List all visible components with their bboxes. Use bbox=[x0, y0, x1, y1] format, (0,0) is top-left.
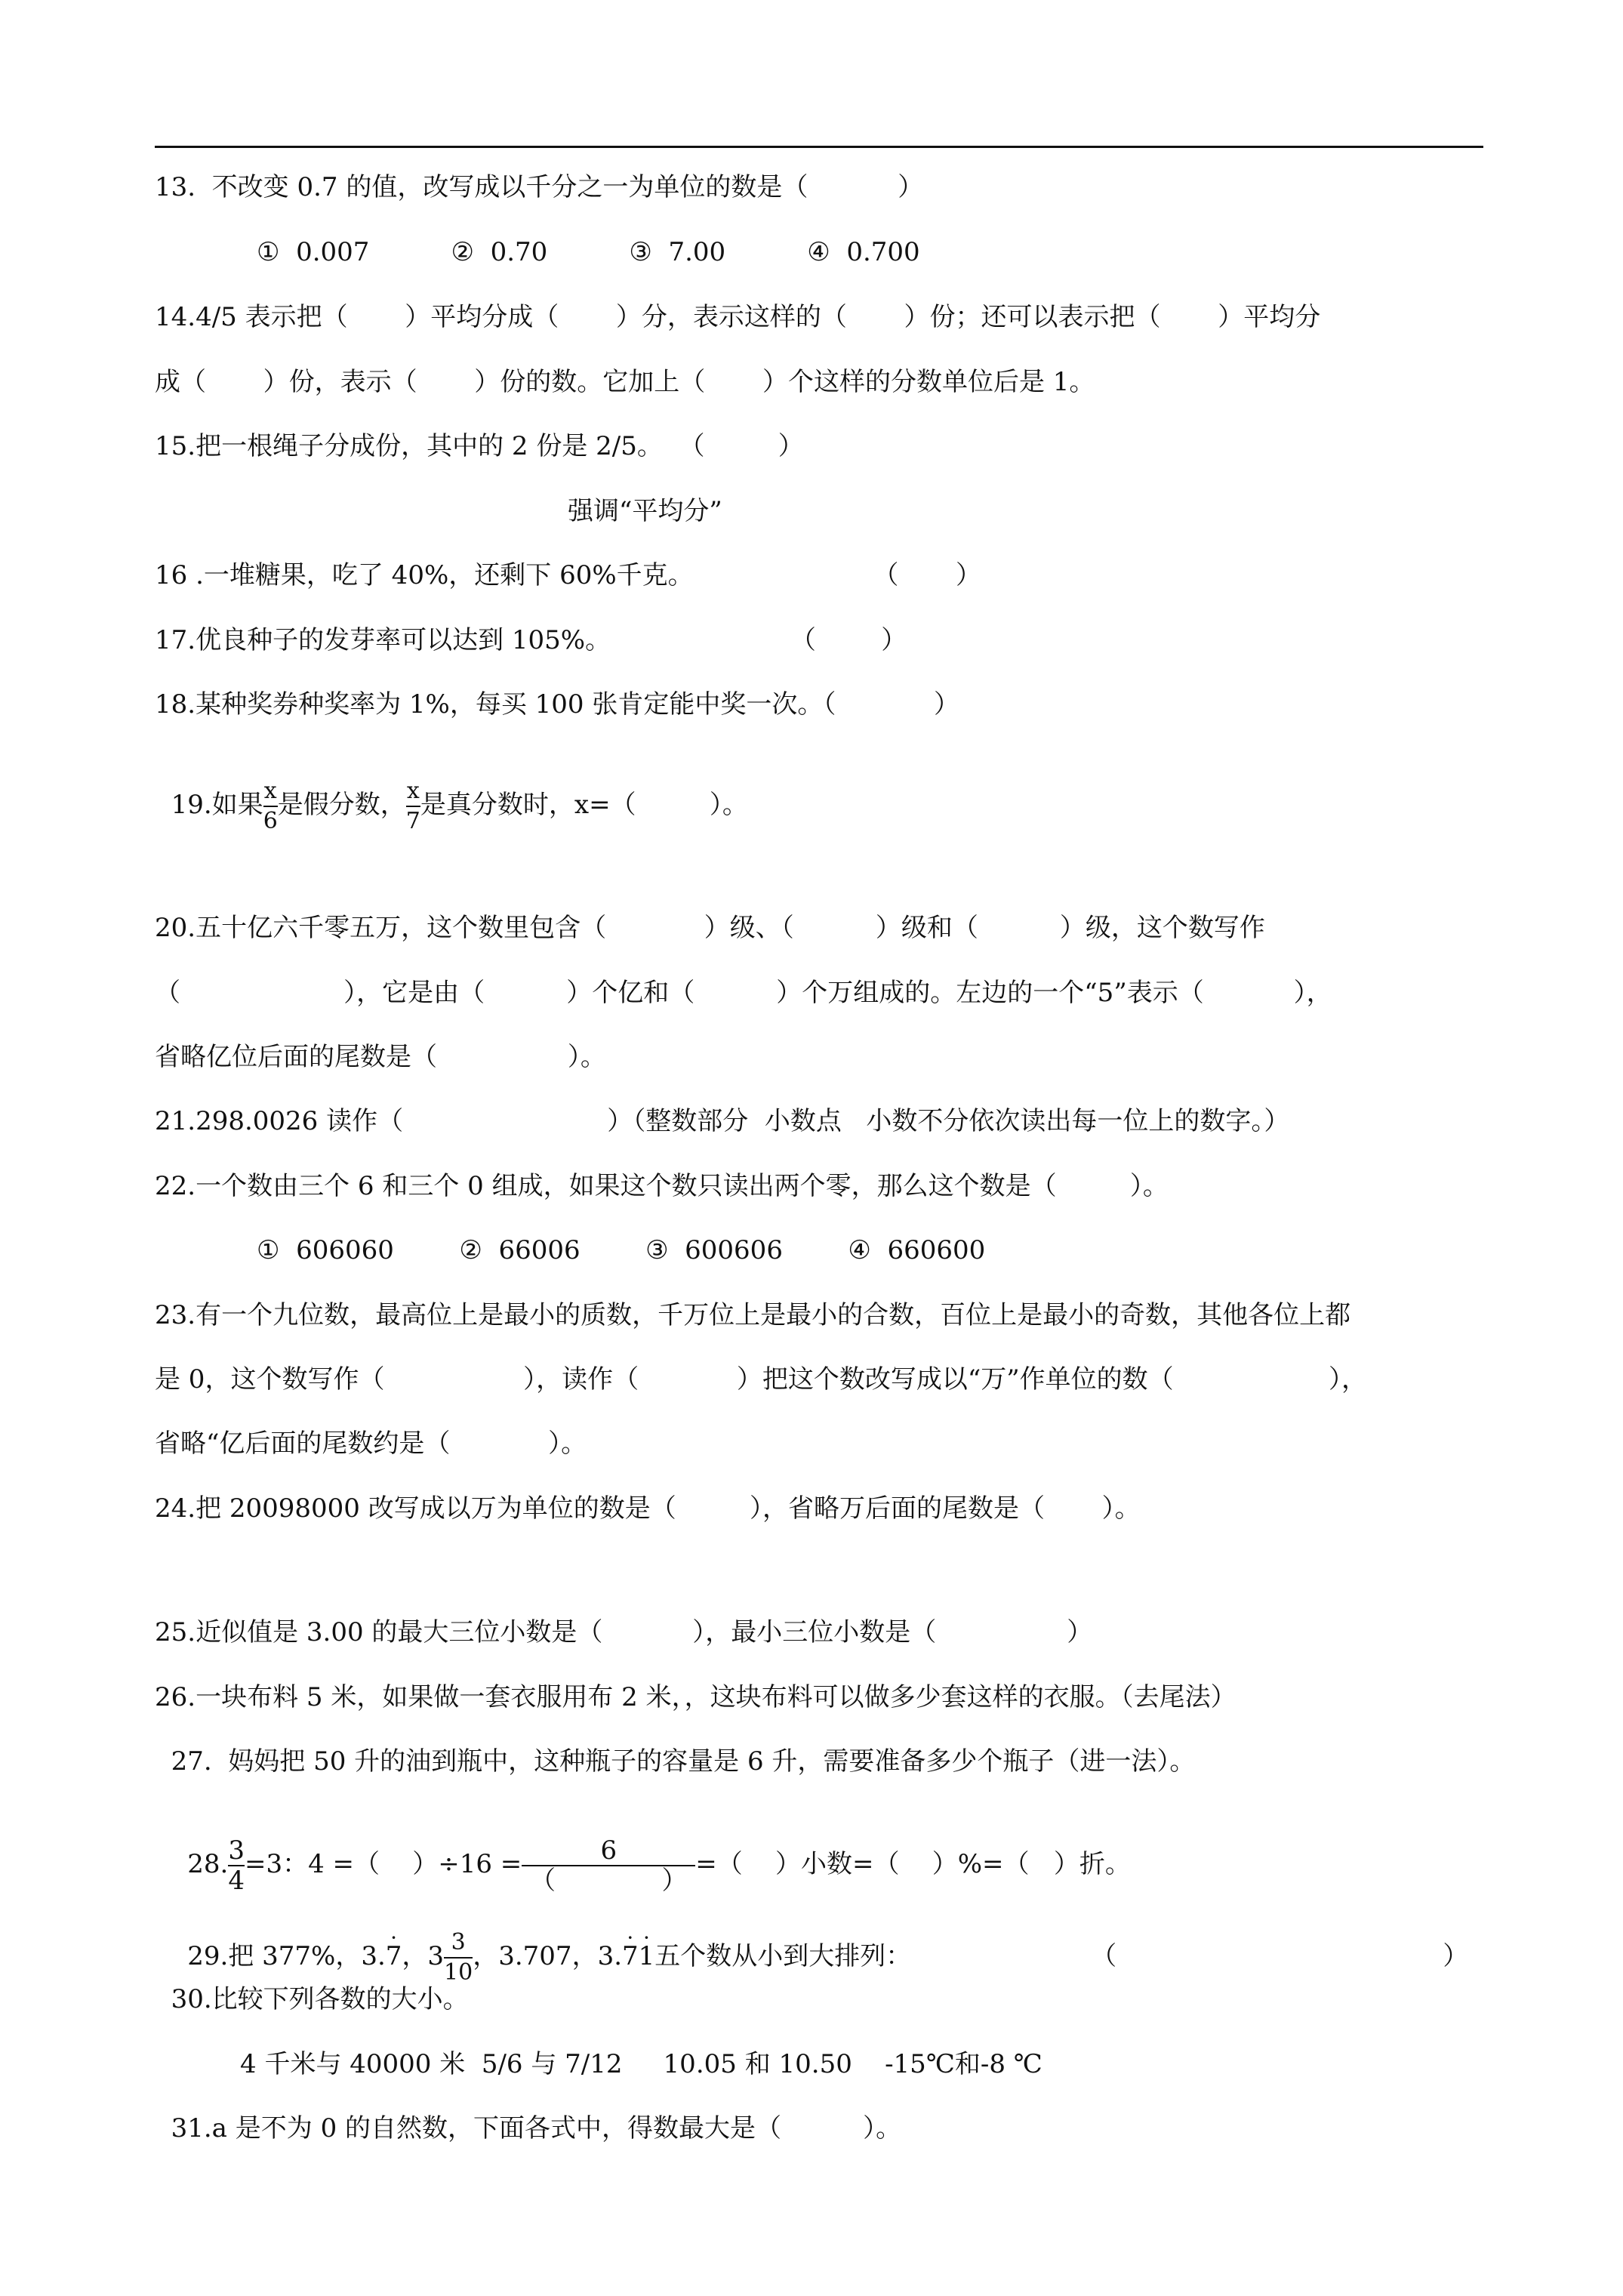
question-28 bbox=[155, 1803, 1131, 1895]
question-28-mid: =3：4 =（ ）÷16 = bbox=[244, 1849, 522, 1879]
question-15: 15.把一根绳子分成份，其中的 2 份是 2/5。 （ ） bbox=[155, 431, 804, 461]
question-22-options: ① 606060 ② 66006 ③ 600606 ④ 660600 bbox=[257, 1235, 986, 1265]
question-28-prefix: 28. bbox=[171, 1849, 229, 1879]
question-19-suffix: 是真分数时，x=（ ）。 bbox=[420, 790, 748, 820]
question-29-suffix: 五个数从小到大排列： （ ） bbox=[654, 1941, 1469, 1971]
question-21: 21.298.0026 读作（ ）（整数部分 小数点 小数不分依次读出每一位上的数字。） bbox=[155, 1106, 1290, 1136]
question-29 bbox=[155, 1895, 1468, 1987]
question-30: 30.比较下列各数的大小。 bbox=[155, 1984, 469, 2014]
question-25: 25.近似值是 3.00 的最大三位小数是（ ），最小三位小数是（ ） bbox=[155, 1617, 1093, 1647]
question-24: 24.把 20098000 改写成以万为单位的数是（ ），省略万后面的尾数是（ ）。 bbox=[155, 1493, 1141, 1524]
question-31: 31.a 是不为 0 的自然数，下面各式中，得数最大是（ ）。 bbox=[155, 2113, 902, 2143]
fraction-6-over-blank bbox=[522, 1836, 695, 1895]
question-27: 27. 妈妈把 50 升的油到瓶中，这种瓶子的容量是 6 升，需要准备多少个瓶子（进一法）。 bbox=[155, 1746, 1196, 1777]
fraction-x-over-6 bbox=[263, 777, 278, 836]
question-19-prefix: 19.如果 bbox=[171, 790, 263, 820]
question-17: 17.优良种子的发芽率可以达到 105%。 （ ） bbox=[155, 625, 907, 655]
fraction-3-over-10 bbox=[444, 1928, 473, 1987]
question-18: 18.某种奖券种奖率为 1%，每买 100 张肯定能中奖一次。（ ） bbox=[155, 689, 960, 720]
fraction-numerator: 3 bbox=[228, 1835, 245, 1866]
fraction-numerator: 6 bbox=[600, 1835, 617, 1866]
fraction-denominator: 6 bbox=[263, 806, 278, 836]
question-23-line-1: 23.有一个九位数，最高位上是最小的质数，千万位上是最小的合数，百位上是最小的奇数，其他各位上都 bbox=[155, 1300, 1351, 1330]
fraction-denominator: 10 bbox=[444, 1957, 473, 1987]
question-20-line-2: （ ），它是由（ ）个亿和（ ）个万组成的。左边的一个“5”表示（ ）， bbox=[155, 978, 1332, 1008]
question-15-note: 强调“平均分” bbox=[568, 496, 722, 526]
question-23-line-2: 是 0，这个数写作（ ），读作（ ）把这个数改写成以“万”作单位的数（ ）， bbox=[155, 1364, 1367, 1395]
question-20-line-1: 20.五十亿六千零五万，这个数里包含（ ）级、（ ）级和（ ）级，这个数写作 bbox=[155, 913, 1265, 943]
question-29-mid-1: ，3 bbox=[402, 1941, 445, 1971]
question-19-mid: 是假分数， bbox=[277, 790, 406, 820]
question-30-items: 4 千米与 40000 米 5/6 与 7/12 10.05 和 10.50 -15℃和-8 ℃ bbox=[240, 2049, 1042, 2079]
question-29-mid-2: ，3.707，3. bbox=[473, 1941, 623, 1971]
fraction-denominator: （ ） bbox=[522, 1865, 695, 1895]
question-20-line-3: 省略亿位后面的尾数是（ ）。 bbox=[155, 1042, 606, 1072]
repeating-digit: · 7 bbox=[622, 1940, 639, 1973]
question-26: 26.一块布料 5 米，如果做一套衣服用布 2 米，，这块布料可以做多少套这样的衣服。（去尾法） bbox=[155, 1682, 1236, 1712]
fraction-denominator: 7 bbox=[406, 806, 420, 836]
fraction-3-over-4 bbox=[228, 1836, 245, 1895]
fraction-numerator: x bbox=[406, 778, 420, 804]
question-28-suffix: =（ ）小数=（ ）%=（ ）折。 bbox=[695, 1849, 1131, 1879]
fraction-numerator: x bbox=[263, 778, 277, 804]
question-13-options: ① 0.007 ② 0.70 ③ 7.00 ④ 0.700 bbox=[257, 237, 920, 267]
repeating-digit: · 1 bbox=[639, 1940, 655, 1973]
question-14-line-2: 成（ ）份，表示（ ）份的数。它加上（ ）个这样的分数单位后是 1。 bbox=[155, 367, 1095, 397]
fraction-x-over-7 bbox=[406, 777, 420, 836]
question-22: 22.一个数由三个 6 和三个 0 组成，如果这个数只读出两个零，那么这个数是（ ）。 bbox=[155, 1171, 1169, 1201]
repeating-digit: · 7 bbox=[386, 1940, 402, 1973]
question-16: 16 .一堆糖果，吃了 40%，还剩下 60%千克。 （ ） bbox=[155, 560, 982, 590]
question-13: 13. 不改变 0.7 的值，改写成以千分之一为单位的数是（ ） bbox=[155, 172, 924, 202]
fraction-denominator: 4 bbox=[228, 1866, 245, 1896]
header-rule bbox=[155, 146, 1483, 148]
question-14-line-1: 14.4/5 表示把（ ）平均分成（ ）分，表示这样的（ ）份；还可以表示把（ ）平均分 bbox=[155, 302, 1321, 332]
question-19 bbox=[155, 744, 748, 836]
question-23-line-3: 省略“亿后面的尾数约是（ ）。 bbox=[155, 1428, 587, 1459]
question-29-prefix: 29.把 377%，3. bbox=[171, 1941, 386, 1971]
fraction-numerator: 3 bbox=[451, 1929, 466, 1955]
